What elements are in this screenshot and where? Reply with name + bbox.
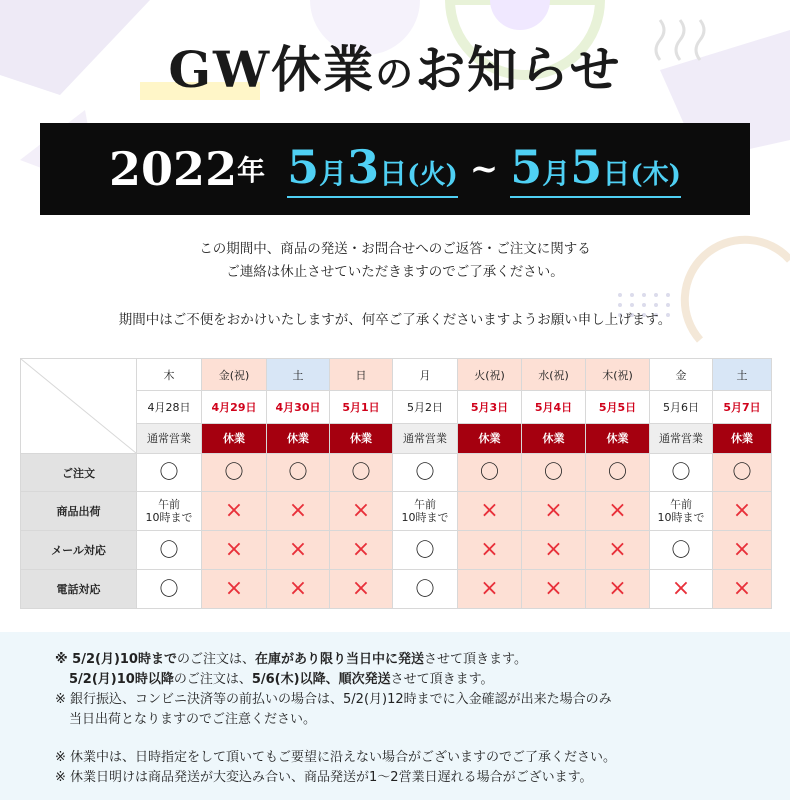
row-label: 電話対応 bbox=[21, 570, 137, 609]
circle-mark: 〇 bbox=[415, 577, 435, 600]
date-cell: 5月7日 bbox=[713, 391, 772, 423]
schedule-cell bbox=[713, 531, 772, 570]
circle-mark: 〇 bbox=[543, 461, 563, 483]
cross-mark: × bbox=[544, 537, 563, 562]
schedule-cell bbox=[202, 492, 267, 531]
weekday-cell: 土 bbox=[267, 359, 330, 391]
schedule-cell bbox=[458, 570, 522, 609]
end-month: 5 bbox=[510, 140, 543, 194]
schedule-cell bbox=[522, 454, 586, 492]
date-cell: 5月2日 bbox=[393, 391, 458, 423]
row-label: 商品出荷 bbox=[21, 492, 137, 531]
cross-mark: × bbox=[732, 498, 752, 523]
notice-line-2: ご連絡は休止させていただきますのでご了承ください。 bbox=[226, 264, 564, 280]
date-cell: 5月4日 bbox=[522, 391, 586, 423]
row-label: ご注文 bbox=[21, 454, 137, 492]
schedule-cell bbox=[330, 570, 393, 609]
row-label: メール対応 bbox=[21, 531, 137, 570]
schedule-cell bbox=[650, 454, 713, 492]
end-day-kanji: 日 bbox=[602, 157, 631, 190]
weekday-cell: 木(祝) bbox=[586, 359, 650, 391]
start-day: 3 bbox=[347, 140, 380, 194]
schedule-cell bbox=[267, 454, 330, 492]
page-title bbox=[0, 30, 790, 102]
cross-mark: × bbox=[608, 576, 627, 601]
schedule-cell bbox=[137, 531, 202, 570]
cross-mark: × bbox=[288, 498, 308, 523]
schedule-cell bbox=[393, 531, 458, 570]
cross-mark: × bbox=[732, 576, 752, 601]
weekday-row bbox=[21, 359, 772, 391]
status-cell: 休業 bbox=[522, 423, 586, 453]
end-weekday: (木) bbox=[630, 160, 681, 190]
status-cell: 通常営業 bbox=[650, 423, 713, 453]
period-year: 2022 bbox=[109, 142, 238, 196]
schedule-cell bbox=[267, 531, 330, 570]
date-cell: 5月3日 bbox=[458, 391, 522, 423]
cross-mark: × bbox=[224, 498, 244, 523]
note-1-end: させて頂きます。 bbox=[424, 652, 527, 667]
cross-mark: × bbox=[288, 537, 308, 562]
weekday-cell: 水(祝) bbox=[522, 359, 586, 391]
status-cell: 休業 bbox=[267, 423, 330, 453]
note-2-emph: 5/6(木)以降、順次発送 bbox=[251, 672, 391, 687]
schedule-cell bbox=[713, 492, 772, 531]
cross-mark: × bbox=[351, 498, 371, 523]
circle-mark: 〇 bbox=[415, 461, 435, 483]
cross-mark: × bbox=[480, 498, 499, 523]
status-cell: 通常営業 bbox=[137, 423, 202, 453]
notice-text bbox=[0, 238, 790, 284]
start-month-kanji: 月 bbox=[319, 157, 348, 190]
schedule-cell bbox=[267, 492, 330, 531]
schedule-cell bbox=[522, 492, 586, 531]
title-particle: の bbox=[375, 51, 416, 96]
circle-mark: 〇 bbox=[224, 461, 244, 483]
schedule-cell bbox=[650, 492, 713, 531]
note-1-text: のご注文は、 bbox=[176, 652, 255, 667]
note-2-end: させて頂きます。 bbox=[390, 672, 494, 687]
period-tilde: ~ bbox=[469, 149, 499, 189]
schedule-cell bbox=[713, 454, 772, 492]
schedule-row bbox=[21, 531, 772, 570]
cross-mark: × bbox=[732, 537, 752, 562]
period-year-kanji: 年 bbox=[237, 154, 266, 187]
date-cell: 4月30日 bbox=[267, 391, 330, 423]
schedule-cell bbox=[458, 492, 522, 531]
notes-panel bbox=[0, 632, 790, 800]
cross-mark: × bbox=[671, 576, 691, 601]
end-month-kanji: 月 bbox=[542, 157, 571, 190]
weekday-cell: 金(祝) bbox=[202, 359, 267, 391]
schedule-cell bbox=[202, 570, 267, 609]
schedule-cell bbox=[586, 570, 650, 609]
title-main: GW休業 bbox=[168, 40, 376, 99]
status-cell: 休業 bbox=[330, 423, 393, 453]
schedule-cell bbox=[458, 454, 522, 492]
schedule-cell bbox=[650, 570, 713, 609]
note-1-date: ※ 5/2(月)10時まで bbox=[55, 652, 177, 667]
period-start bbox=[287, 140, 458, 198]
cross-mark: × bbox=[480, 537, 499, 562]
weekday-cell: 火(祝) bbox=[458, 359, 522, 391]
status-cell: 休業 bbox=[713, 423, 772, 453]
circle-mark: 〇 bbox=[479, 461, 499, 483]
circle-mark: 〇 bbox=[351, 461, 371, 483]
cross-mark: × bbox=[544, 498, 563, 523]
end-day: 5 bbox=[570, 140, 603, 194]
schedule-cell bbox=[393, 570, 458, 609]
note-1 bbox=[55, 650, 616, 670]
cell-text: 午前 10時まで bbox=[145, 498, 193, 524]
status-cell: 通常営業 bbox=[393, 423, 458, 453]
circle-mark: 〇 bbox=[732, 461, 752, 483]
note-2-date: 5/2(月)10時以降 bbox=[69, 672, 174, 687]
circle-mark: 〇 bbox=[159, 538, 179, 561]
cell-text: 午前 10時まで bbox=[657, 498, 705, 524]
schedule-cell bbox=[393, 454, 458, 492]
circle-mark: 〇 bbox=[415, 538, 435, 561]
date-cell: 5月1日 bbox=[330, 391, 393, 423]
cross-mark: × bbox=[480, 576, 499, 601]
schedule-cell bbox=[330, 454, 393, 492]
notice-line-3: 期間中はご不便をおかけいたしますが、何卒ご了承くださいますようお願い申し上げます。 bbox=[118, 312, 672, 328]
note-1-emph: 在庫があり限り当日中に発送 bbox=[255, 652, 425, 667]
title-tail: お知らせ bbox=[415, 40, 622, 99]
schedule-cell bbox=[137, 492, 202, 531]
schedule-cell bbox=[393, 492, 458, 531]
date-cell: 5月6日 bbox=[650, 391, 713, 423]
weekday-cell: 木 bbox=[137, 359, 202, 391]
weekday-cell: 土 bbox=[713, 359, 772, 391]
date-cell: 5月5日 bbox=[586, 391, 650, 423]
schedule-cell bbox=[202, 531, 267, 570]
circle-mark: 〇 bbox=[159, 577, 179, 600]
schedule-cell bbox=[458, 531, 522, 570]
status-cell: 休業 bbox=[586, 423, 650, 453]
circle-mark: 〇 bbox=[671, 538, 691, 561]
schedule-row bbox=[21, 492, 772, 531]
corner-diagonal bbox=[21, 359, 136, 453]
schedule-row bbox=[21, 454, 772, 492]
schedule-cell bbox=[330, 531, 393, 570]
start-day-kanji: 日 bbox=[379, 157, 408, 190]
note-2-text: のご注文は、 bbox=[173, 672, 252, 687]
schedule-cell bbox=[713, 570, 772, 609]
date-cell: 4月28日 bbox=[137, 391, 202, 423]
schedule-cell bbox=[137, 570, 202, 609]
cross-mark: × bbox=[608, 498, 627, 523]
start-weekday: (火) bbox=[407, 160, 458, 190]
schedule-row bbox=[21, 570, 772, 609]
circle-mark: 〇 bbox=[607, 461, 627, 483]
schedule-cell bbox=[267, 570, 330, 609]
notice-line-1: この期間中、商品の発送・お問合せへのご返答・ご注文に関する bbox=[199, 241, 591, 257]
weekday-cell: 月 bbox=[393, 359, 458, 391]
holiday-period-banner bbox=[40, 123, 750, 215]
circle-mark: 〇 bbox=[671, 461, 691, 483]
note-3: ※ 銀行振込、コンビニ決済等の前払いの場合は、5/2(月)12時までに入金確認が出来た場合のみ bbox=[55, 692, 612, 707]
schedule-cell bbox=[650, 531, 713, 570]
cell-text: 午前 10時まで bbox=[401, 498, 449, 524]
cross-mark: × bbox=[224, 537, 244, 562]
note-4: 当日出荷となりますのでご注意ください。 bbox=[69, 712, 317, 727]
start-month: 5 bbox=[287, 140, 320, 194]
weekday-cell: 日 bbox=[330, 359, 393, 391]
status-cell: 休業 bbox=[458, 423, 522, 453]
weekday-cell: 金 bbox=[650, 359, 713, 391]
circle-mark: 〇 bbox=[159, 461, 179, 483]
cross-mark: × bbox=[351, 537, 371, 562]
note-2 bbox=[55, 670, 616, 690]
schedule-cell bbox=[522, 531, 586, 570]
schedule-table bbox=[20, 358, 772, 609]
cross-mark: × bbox=[608, 537, 627, 562]
schedule-cell bbox=[586, 531, 650, 570]
cross-mark: × bbox=[351, 576, 371, 601]
schedule-cell bbox=[137, 454, 202, 492]
table-corner bbox=[21, 359, 137, 454]
notes-list bbox=[55, 650, 616, 788]
circle-mark: 〇 bbox=[288, 461, 308, 483]
date-cell: 4月29日 bbox=[202, 391, 267, 423]
cross-mark: × bbox=[224, 576, 244, 601]
schedule-cell bbox=[330, 492, 393, 531]
note-6: ※ 休業日明けは商品発送が大変込み合い、商品発送が1〜2営業日遅れる場合がございます。 bbox=[55, 770, 593, 785]
cross-mark: × bbox=[544, 576, 563, 601]
status-cell: 休業 bbox=[202, 423, 267, 453]
cross-mark: × bbox=[288, 576, 308, 601]
note-5: ※ 休業中は、日時指定をして頂いてもご要望に沿えない場合がございますのでご了承ください。 bbox=[55, 750, 617, 765]
schedule-cell bbox=[586, 492, 650, 531]
schedule-cell bbox=[522, 570, 586, 609]
period-end bbox=[510, 140, 681, 198]
schedule-cell bbox=[202, 454, 267, 492]
schedule-cell bbox=[586, 454, 650, 492]
